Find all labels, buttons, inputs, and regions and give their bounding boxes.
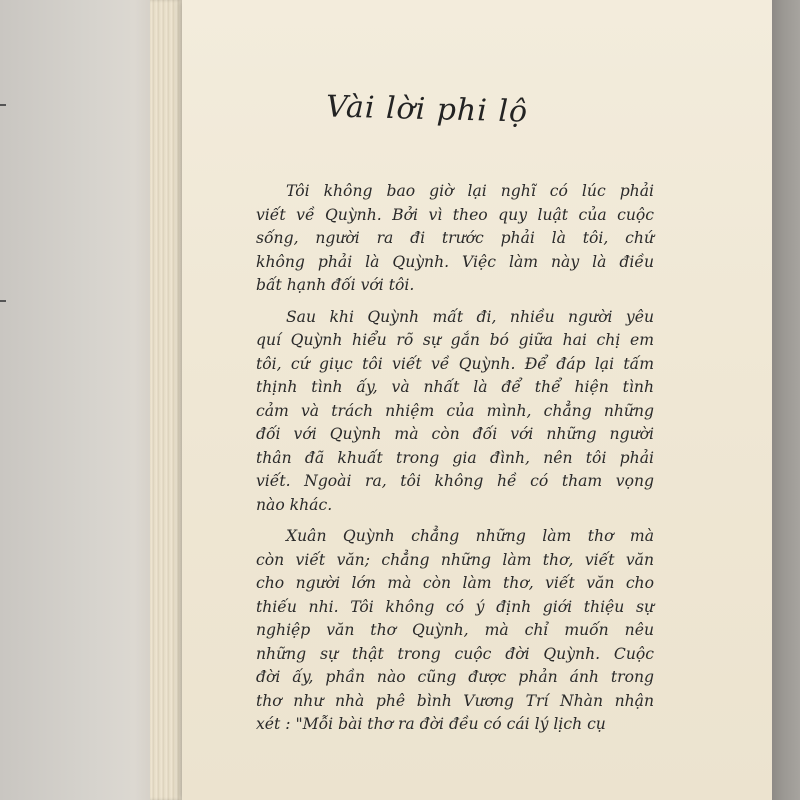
text-line: thơ như nhà phê bình Vương Trí Nhàn nhận <box>256 691 654 710</box>
text-line: thiếu nhi. Tôi không có ý định giới thiệu sự <box>256 597 654 616</box>
text-line: đời ấy, phần nào cũng được phản ánh trong <box>256 668 654 686</box>
paragraph <box>256 180 654 298</box>
text-line: sống, người ra đi trước phải là tôi, chứ <box>256 229 654 247</box>
page-body <box>256 180 654 737</box>
previous-page <box>0 0 168 800</box>
text-line: quí Quỳnh hiểu rõ sự gắn bó giữa hai chị em <box>256 331 654 349</box>
text-line: đối với Quỳnh mà còn đối với những người <box>256 425 654 443</box>
text-line: xét : "Mỗi bài thơ ra đời đều có cái lý lịch cụ <box>256 715 606 733</box>
text-line: những sự thật trong cuộc đời Quỳnh. Cuộc <box>256 644 654 663</box>
text-line: Sau khi Quỳnh mất đi, nhiều người yêu <box>286 307 654 326</box>
text-line: cho người lớn mà còn làm thơ, viết văn cho <box>256 574 654 592</box>
book-page-edges <box>150 0 184 800</box>
page-shadow <box>772 0 800 800</box>
text-line: tôi, cứ giục tôi viết về Quỳnh. Để đáp lại tấm <box>256 354 654 373</box>
text-line: cảm và trách nhiệm của mình, chẳng những <box>256 401 654 420</box>
text-line: thịnh tình ấy, và nhất là để thể hiện tình <box>256 378 654 396</box>
page-title: Vài lời phi lộ <box>325 89 529 130</box>
page-mark <box>0 104 6 106</box>
text-line: thân đã khuất trong gia đình, nên tôi phải <box>256 448 654 467</box>
text-line: nghiệp văn thơ Quỳnh, mà chỉ muốn nêu <box>256 621 654 639</box>
text-line: Xuân Quỳnh chẳng những làm thơ mà <box>286 527 654 545</box>
text-line: không phải là Quỳnh. Việc làm này là điều <box>256 252 654 271</box>
paragraph <box>256 306 654 518</box>
text-line: viết về Quỳnh. Bởi vì theo quy luật của cuộc <box>256 205 654 224</box>
text-line: bất hạnh đối với tôi. <box>256 276 415 294</box>
page-mark <box>0 300 6 302</box>
text-line: nào khác. <box>256 495 333 514</box>
text-line: Tôi không bao giờ lại nghĩ có lúc phải <box>286 182 654 200</box>
text-line: viết. Ngoài ra, tôi không hề có tham vọng <box>256 472 654 490</box>
paragraph <box>256 525 654 737</box>
text-line: còn viết văn; chẳng những làm thơ, viết văn <box>256 550 654 569</box>
